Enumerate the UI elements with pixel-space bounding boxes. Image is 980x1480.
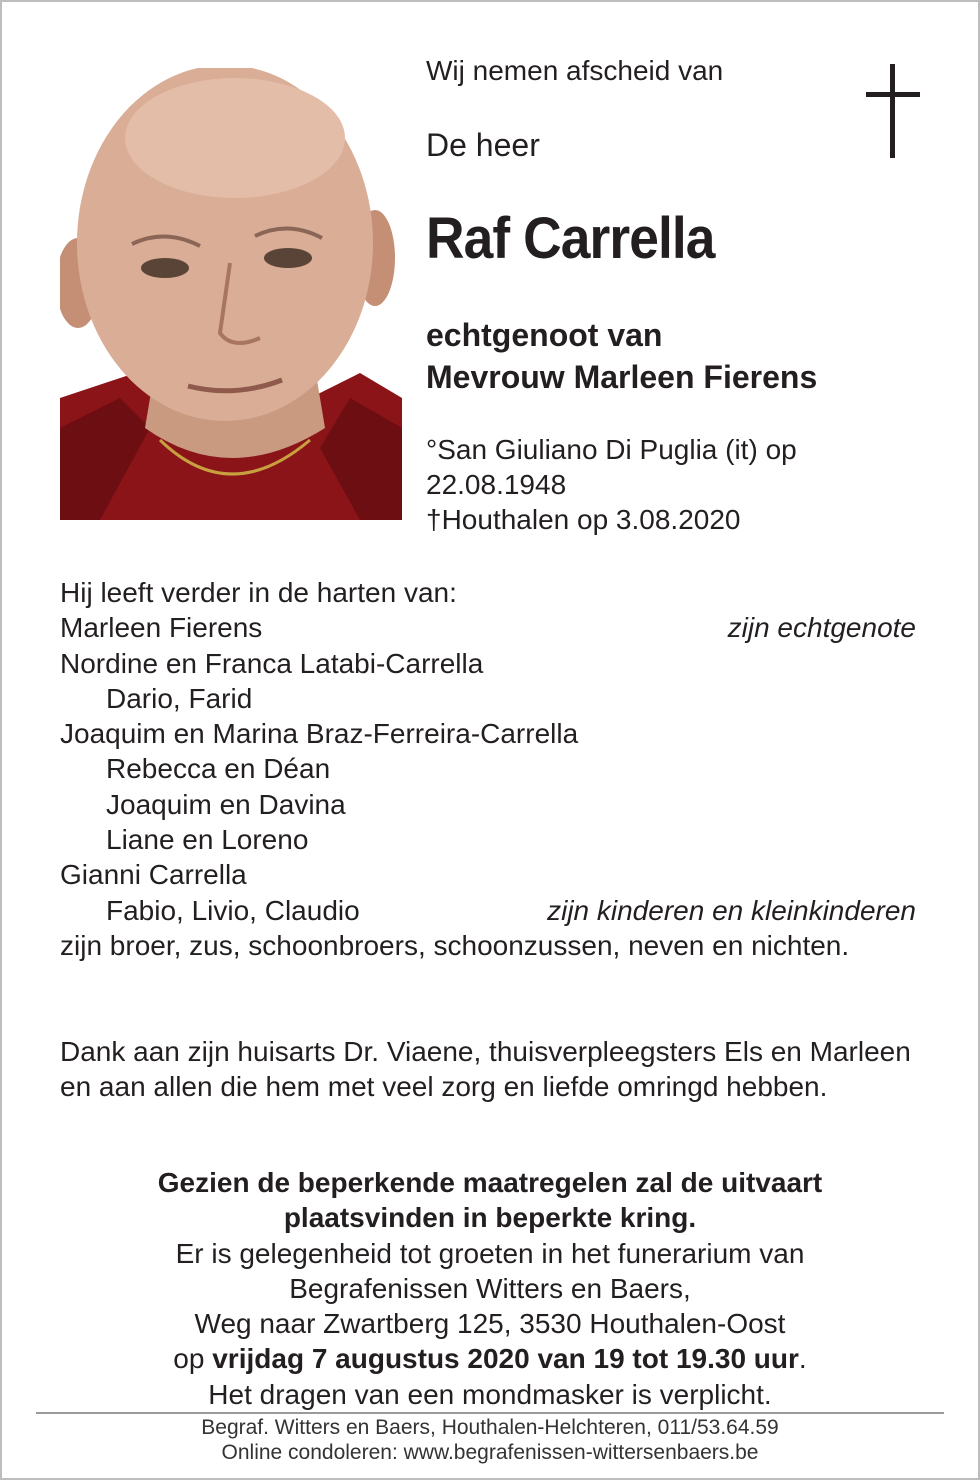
- birth-line-2: 22.08.1948: [426, 469, 567, 500]
- list-item: Joaquim en Marina Braz-Ferreira-Carrella: [60, 718, 579, 750]
- list-item: [60, 893, 920, 928]
- footer-divider: [36, 1412, 944, 1414]
- intro-text: Wij nemen afscheid van: [426, 55, 724, 86]
- list-item: Rebecca en Déan: [106, 753, 331, 785]
- notice-line-4: Begrafenissen Witters en Baers,: [289, 1272, 691, 1304]
- relation-label: zijn echtgenote: [727, 612, 916, 644]
- date-prefix: op: [173, 1343, 205, 1375]
- date-bold: vrijdag 7 augustus 2020 van 19 tot 19.30 uur: [212, 1343, 799, 1375]
- footer-line-2: Online condoleren: www.begrafenissen-wittersenbaers.be: [221, 1441, 759, 1464]
- list-item: Liane en Loreno: [106, 824, 309, 856]
- notice-address: Weg naar Zwartberg 125, 3530 Houthalen-Oost: [194, 1308, 786, 1340]
- funeral-notice: [40, 1165, 940, 1412]
- spouse-line-2: Mevrouw Marleen Fierens: [426, 359, 818, 395]
- date-suffix: .: [798, 1343, 807, 1375]
- thanks-paragraph: Dank aan zijn huisarts Dr. Viaene, thuisverpleegsters Els en Marleen en aan allen die hem met veel zorg en liefde omringd hebben.: [60, 1036, 911, 1102]
- footer: [40, 1415, 940, 1465]
- spouse-line-1: echtgenoot van: [426, 317, 663, 353]
- notice-bold-line-1: Gezien de beperkende maatregelen zal de uitvaart: [157, 1167, 823, 1198]
- birth-line-1: °San Giuliano Di Puglia (it) op: [426, 434, 797, 465]
- visitation-date: [40, 1341, 940, 1376]
- notice-line-3: Er is gelegenheid tot groeten in het funerarium van: [175, 1237, 805, 1269]
- list-item: Joaquim en Davina: [106, 788, 346, 820]
- list-item: [60, 610, 920, 645]
- other-relatives: zijn broer, zus, schoonbroers, schoonzussen, neven en nichten.: [60, 929, 850, 961]
- mask-notice: Het dragen van een mondmasker is verplicht.: [208, 1378, 772, 1410]
- portrait-photo: [60, 68, 402, 520]
- notice-bold-line-2: plaatsvinden in beperkte kring.: [283, 1202, 697, 1234]
- survivor-name: Fabio, Livio, Claudio: [106, 894, 360, 926]
- relation-label: zijn kinderen en kleinkinderen: [547, 894, 916, 926]
- list-item: Dario, Farid: [106, 682, 253, 714]
- deceased-name: Raf Carrella: [426, 206, 715, 271]
- list-item: Nordine en Franca Latabi-Carrella: [60, 647, 484, 679]
- spouse-info: [426, 314, 817, 398]
- footer-line-1: Begraf. Witters en Baers, Houthalen-Helchteren, 011/53.64.59: [201, 1416, 779, 1439]
- survivors-heading: Hij leeft verder in de harten van:: [60, 577, 457, 608]
- survivor-name: Marleen Fierens: [60, 612, 263, 644]
- cross-icon: [866, 64, 920, 158]
- life-dates: [426, 432, 797, 537]
- death-line: †Houthalen op 3.08.2020: [426, 504, 741, 535]
- list-item: Gianni Carrella: [60, 859, 247, 891]
- salutation: De heer: [426, 127, 540, 163]
- survivors-list: [60, 575, 920, 963]
